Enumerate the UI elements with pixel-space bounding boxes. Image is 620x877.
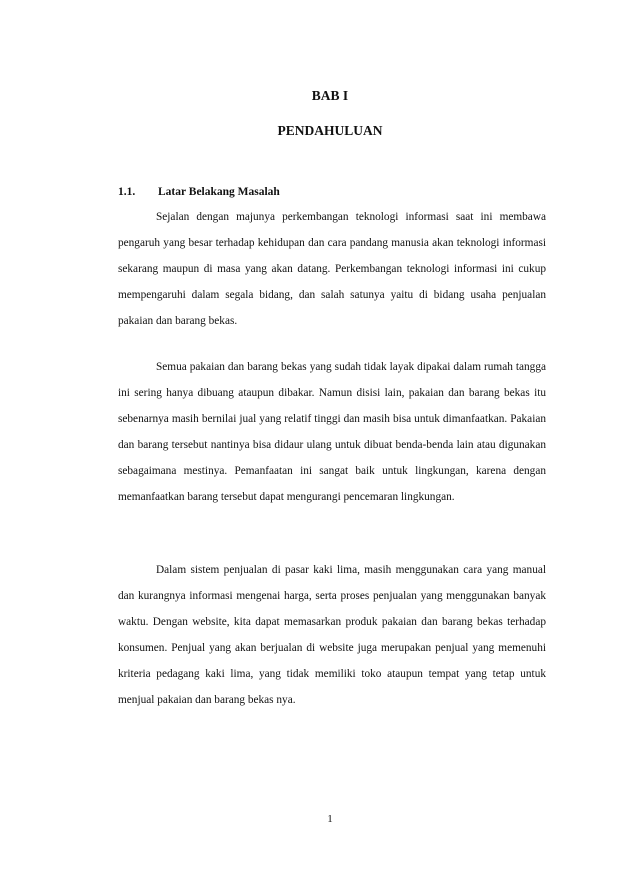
section-heading: [118, 186, 280, 198]
section-title: Latar Belakang Masalah: [158, 186, 280, 198]
paragraph-3: Dalam sistem penjualan di pasar kaki lima, masih menggunakan cara yang manual dan kurangnya informasi mengenai harga, serta proses penjualan yang menggunakan banyak waktu. Dengan website, kita dapat memasarkan produk pakaian dan barang bekas terhadap konsumen. Penjual yang akan berjualan di website juga merupakan penjual yang memenuhi kriteria pedagang kaki lima, yang tidak memiliki toko ataupun tempat yang tetap untuk menjual pakaian dan barang bekas nya.: [118, 564, 546, 706]
paragraph-1: Sejalan dengan majunya perkembangan teknologi informasi saat ini membawa pengaruh yang besar terhadap kehidupan dan cara pandang manusia akan teknologi informasi sekarang maupun di masa yang akan datang. Perkembangan teknologi informasi ini cukup mempengaruhi dalam segala bidang, dan salah satunya yaitu di bidang usaha penjualan pakaian dan barang bekas.: [118, 211, 546, 327]
page-number: 1: [327, 813, 333, 825]
chapter-number: BAB I: [311, 88, 349, 103]
paragraph-2: Semua pakaian dan barang bekas yang sudah tidak layak dipakai dalam rumah tangga ini sering hanya dibuang ataupun dibakar. Namun disisi lain, pakaian dan barang bekas itu sebenarnya masih bernilai jual yang relatif tinggi dan masih bisa untuk dimanfaatkan. Pakaian dan barang tersebut nantinya bisa didaur ulang untuk dibuat benda-benda lain atau digunakan sebagaimana mestinya. Pemanfaatan ini sangat baik untuk lingkungan, karena dengan memanfaatkan barang tersebut dapat mengurangi pencemaran lingkungan.: [118, 361, 546, 503]
chapter-title: PENDAHULUAN: [277, 123, 383, 138]
section-number: 1.1.: [118, 186, 136, 198]
